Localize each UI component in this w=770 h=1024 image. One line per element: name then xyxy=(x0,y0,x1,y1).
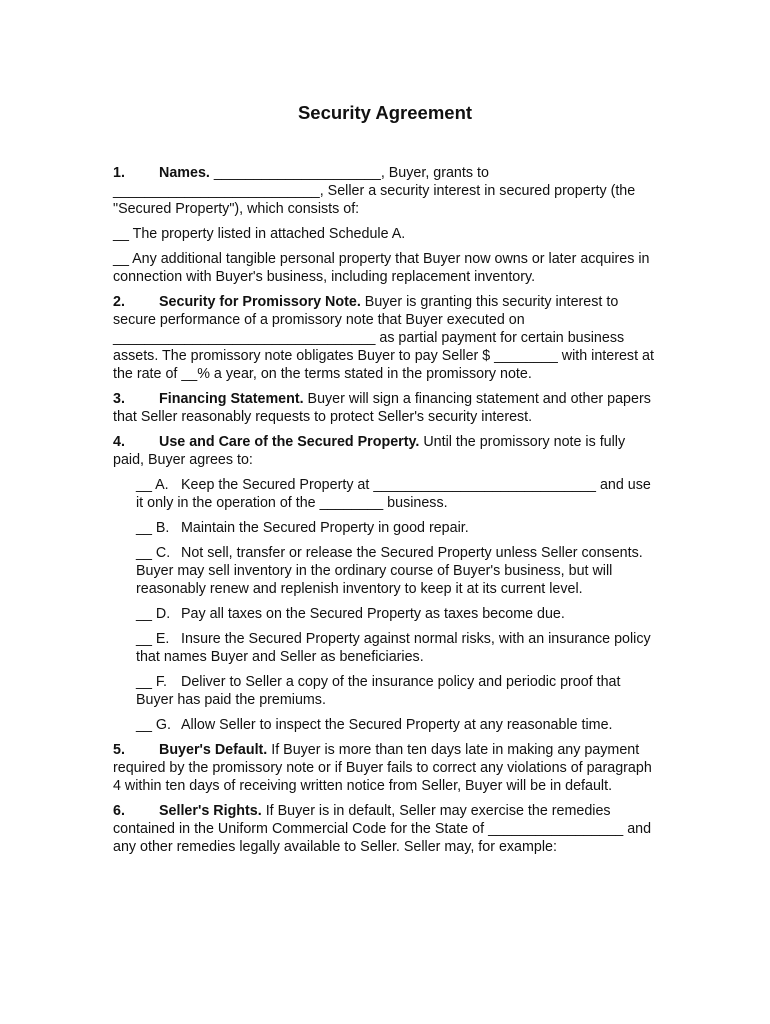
list-item-f xyxy=(136,673,658,709)
section-heading: Buyer's Default. xyxy=(159,742,268,758)
section-heading: Seller's Rights. xyxy=(159,803,262,819)
section-heading: Security for Promissory Note. xyxy=(159,294,361,310)
section-number: 1. xyxy=(113,165,125,181)
section-5 xyxy=(113,741,658,795)
item-mark: __ B. xyxy=(136,520,170,536)
document-body xyxy=(113,164,658,863)
additional-property-option: __ Any additional tangible personal property that Buyer now owns or later acquires in connection with Buyer's business, including replacement inventory. xyxy=(113,251,650,285)
list-item-c xyxy=(136,544,658,598)
item-text: Keep the Secured Property at ____________________________ and use it only in the operation of the ________ business. xyxy=(136,477,651,511)
section-number: 6. xyxy=(113,803,125,819)
section-number: 3. xyxy=(113,391,125,407)
section-text: Buyer will sign a financing statement and other papers that Seller reasonably requests to protect Seller's security interest. xyxy=(113,391,651,425)
item-mark: __ E. xyxy=(136,631,170,647)
section-text: If Buyer is more than ten days late in making any payment required by the promissory note or if Buyer fails to correct any violations of paragraph 4 within ten days of receiving written notice from Seller, Buyer will be in default. xyxy=(113,742,652,794)
section-text: If Buyer is in default, Seller may exercise the remedies contained in the Uniform Commercial Code for the State of _________________ and any other remedies legally available to Seller. Seller may, for example: xyxy=(113,803,652,855)
section-heading: Names. xyxy=(159,165,210,181)
item-mark: __ A. xyxy=(136,477,169,493)
list-item-e xyxy=(136,630,658,666)
section-4 xyxy=(113,433,658,469)
section-1 xyxy=(113,164,658,218)
item-text: Deliver to Seller a copy of the insurance policy and periodic proof that Buyer has paid the premiums. xyxy=(136,674,621,708)
item-text: Not sell, transfer or release the Secured Property unless Seller consents. Buyer may sell inventory in the ordinary course of Buyer's business, but will reasonably renew and replenish inventory to keep it at its current level. xyxy=(136,545,643,597)
list-item-b xyxy=(136,519,658,537)
section-6 xyxy=(113,802,658,856)
section-heading: Use and Care of the Secured Property. xyxy=(159,434,420,450)
section-number: 4. xyxy=(113,434,125,450)
schedule-option: __ The property listed in attached Schedule A. xyxy=(113,226,406,242)
section-text: _____________________, Buyer, grants to xyxy=(209,165,489,181)
item-text: Pay all taxes on the Secured Property as taxes become due. xyxy=(181,606,565,622)
list-item-a xyxy=(136,476,658,512)
section-number: 5. xyxy=(113,742,125,758)
item-mark: __ D. xyxy=(136,606,171,622)
document-title: Security Agreement xyxy=(297,102,473,123)
item-text: Maintain the Secured Property in good repair. xyxy=(181,520,469,536)
list-item-g xyxy=(136,716,658,734)
section-3 xyxy=(113,390,658,426)
section-text: Until the promissory note is fully paid, Buyer agrees to: xyxy=(113,434,626,468)
section-2 xyxy=(113,293,658,383)
section-text: Buyer is granting this security interest to secure performance of a promissory note that Buyer executed on _________________________________ as partial payment for certain business assets. The promissory note obligates Buyer to pay Seller $ ________ with interest at the rate of __% a year, on the terms stated in the promissory note. xyxy=(113,294,654,382)
item-mark: __ G. xyxy=(136,717,171,733)
section-text: __________________________, Seller a security interest in secured property (the "Secured Property"), which consists of: xyxy=(113,183,636,217)
section-number: 2. xyxy=(113,294,125,310)
section-heading: Financing Statement. xyxy=(159,391,304,407)
item-mark: __ F. xyxy=(136,674,167,690)
item-text: Allow Seller to inspect the Secured Property at any reasonable time. xyxy=(181,717,613,733)
item-mark: __ C. xyxy=(136,545,171,561)
item-text: Insure the Secured Property against normal risks, with an insurance policy that names Buyer and Seller as beneficiaries. xyxy=(136,631,651,665)
list-item-d xyxy=(136,605,658,623)
